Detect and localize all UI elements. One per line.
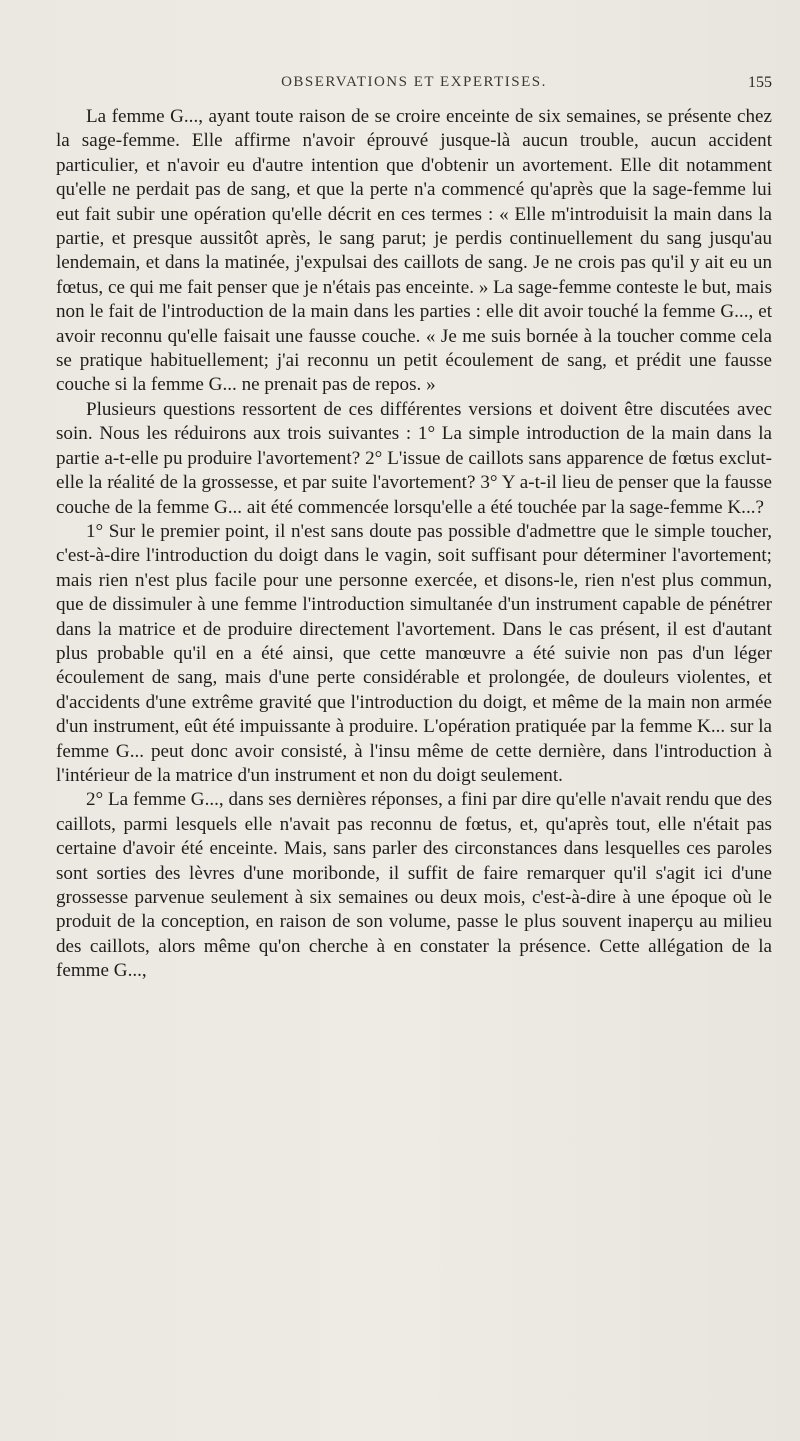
page-number: 155 (748, 74, 772, 91)
text-body (56, 105, 772, 984)
paragraph-questions: Plusieurs questions ressortent de ces différentes versions et doivent être discutées avec soin. Nous les réduirons aux trois suivantes : 1° La simple introduction de la main dans la partie a-t-elle pu produire l'avortement? 2° L'issue de caillots sans apparence de fœtus exclut-elle la réalité de la grossesse, et par suite l'avortement? 3° Y a-t-il lieu de penser que la fausse couche de la femme G... ait été commencée lorsqu'elle a été touchée par la sage-femme K...? (56, 398, 772, 518)
paragraph-testimony: La femme G..., ayant toute raison de se croire enceinte de six semaines, se présente chez la sage-femme. Elle affirme n'avoir éprouvé jusque-là aucun trouble, aucun accident particulier, et n'avoir eu d'autre intention que d'obtenir un avortement. Elle dit notamment qu'elle ne perdait pas de sang, et que la perte n'a commencé qu'après que la sage-femme lui eut fait subir une opération qu'elle décrit en ces termes : « Elle m'introduisit la main dans la partie, et presque aussitôt après, le sang parut; je perdis continuellement du sang jusqu'au lendemain, et dans la matinée, j'expulsai des caillots de sang. Je ne crois pas qu'il y ait eu un fœtus, ce qui me fait penser que je n'étais pas enceinte. » La sage-femme conteste le but, mais non le fait de l'introduction de la main dans les parties : elle dit avoir touché la femme G..., et avoir reconnu qu'elle faisait une fausse couche. « Je me suis bornée à la toucher comme cela se pratique habituellement; j'ai reconnu un petit écoulement de sang, et prédit une fausse couche si la femme G... ne prenait pas de repos. » (56, 106, 773, 396)
running-title: OBSERVATIONS ET EXPERTISES. (281, 74, 547, 90)
paragraph-second-point: 2° La femme G..., dans ses dernières réponses, a fini par dire qu'elle n'avait rendu que des caillots, parmi lesquels elle n'avait pas reconnu de fœtus, et, qu'après tout, elle n'était pas certaine d'avoir été enceinte. Mais, sans parler des circonstances dans lesquelles ces paroles sont sorties des lèvres d'une moribonde, il suffit de faire remarquer qu'il s'agit ici d'une grossesse parvenue seulement à six semaines ou deux mois, c'est-à-dire à une époque où le produit de la conception, en raison de son volume, passe le plus souvent inaperçu au milieu des caillots, alors même qu'on cherche à en constater la présence. Cette allégation de la femme G..., (56, 789, 772, 982)
paragraph-first-point: 1° Sur le premier point, il n'est sans doute pas possible d'admettre que le simple toucher, c'est-à-dire l'introduction du doigt dans le vagin, soit suffisant pour déterminer l'avortement; mais rien n'est plus facile pour une personne exercée, et disons-le, rien n'est plus commun, que de dissimuler à une femme l'introduction simultanée d'un instrument capable de pénétrer dans la matrice et de produire directement l'avortement. Dans le cas présent, il est d'autant plus probable qu'il en a été ainsi, que cette manœuvre a été suivie non pas d'un léger écoulement de sang, mais d'une perte considérable et prolongée, de douleurs violentes, et d'accidents d'une extrême gravité que l'introduction du doigt, et même de la main non armée d'un instrument, eût été impuissante à produire. L'opération pratiquée par la femme K... sur la femme G... peut donc avoir consisté, à l'insu même de cette dernière, dans l'introduction à l'intérieur de la matrice d'un instrument et non du doigt seulement. (56, 520, 772, 786)
running-head (56, 74, 772, 96)
